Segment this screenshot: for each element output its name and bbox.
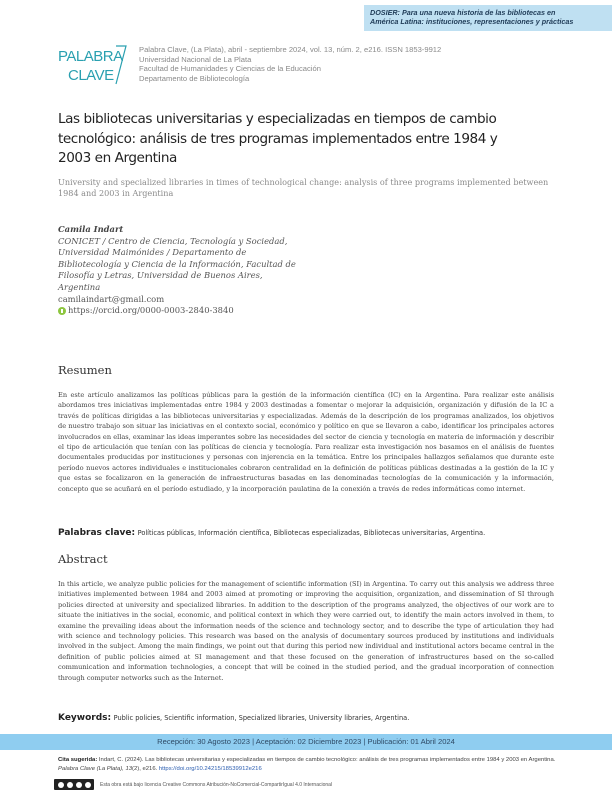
keywords-list: Public policies, Scientific information, Specialized libraries, University libraries, Argentina. — [113, 714, 410, 722]
dates-band: Recepción: 30 Agosto 2023 | Aceptación: 02 Diciembre 2023 | Publicación: 01 Abril 2024 — [0, 734, 612, 750]
title-line-3: 2003 en Argentina — [58, 150, 177, 166]
author-affiliation-3: Bibliotecología y Ciencia de la Información, Facultad de — [58, 258, 296, 269]
citation-label: Cita sugerida: — [58, 757, 98, 763]
journal-faculty: Facultad de Humanidades y Ciencias de la Educación — [139, 64, 321, 74]
journal-university: Universidad Nacional de La Plata — [139, 54, 252, 64]
author-block — [58, 224, 298, 317]
dossier-line-2: América Latina: instituciones, representaciones y prácticas — [370, 17, 574, 26]
dossier-line-1: DOSIER: Para una nueva historia de las bibliotecas en — [370, 8, 556, 17]
citation-text: Indart, C. (2024). Las bibliotecas universitarias y especializadas en tiempos de cambio tecnológico: análisis de tres programas implementados entre 1984 y 2003 en Argentina. — [98, 757, 556, 763]
keywords-label: Keywords: — [58, 713, 112, 723]
resumen-heading: Resumen — [58, 363, 112, 377]
suggested-citation — [58, 756, 558, 773]
palabras-clave-list: Políticas públicas, Información científica, Bibliotecas especializadas, Bibliotecas universitarias, Argentina. — [137, 529, 486, 537]
article-title — [58, 110, 548, 169]
author-affiliation-1: CONICET / Centro de Ciencia, Tecnología y Sociedad, — [58, 235, 288, 246]
abstract-heading: Abstract — [58, 552, 108, 566]
title-line-1: Las bibliotecas universitarias y especializadas en tiempos de cambio — [58, 111, 497, 127]
logo-line-1: PALABRA — [58, 48, 123, 65]
palabras-clave — [58, 527, 558, 539]
citation-doi-link[interactable]: https://doi.org/10.24215/18539912e216 — [158, 765, 262, 772]
author-name: Camila Indart — [58, 224, 124, 234]
journal-department: Departamento de Bibliotecología — [139, 73, 250, 83]
license-text: Esta obra está bajo licencia Creative Commons Atribución-NoComercial-CompartirIgual 4.0 Internacional — [100, 781, 333, 788]
dossier-banner — [364, 5, 612, 31]
citation-journal: Palabra Clave (La Plata), 13 — [58, 765, 133, 772]
palabras-clave-label: Palabras clave: — [58, 528, 136, 538]
journal-info — [139, 45, 441, 83]
subtitle-line-1: University and specialized libraries in times of technological change: analysis of three programs implemented between — [58, 177, 549, 187]
palabra-clave-logo — [58, 44, 128, 86]
abstract-text: In this article, we analyze public policies for the management of scientific information (SI) in Argentina. To carry out this analysis we address three initiatives implemented between 1984 and 2003 aimed at promoting or improving the acquisition, organization, and dissemination of SI through policies directed at university and specialized libraries. In addition to the description of the programs analyzed, the objectives of our work are to situate the initiatives in the social, economic, and political context in which they were carried out, to identify the main actors involved in them, to examine the prevailing ideas about the information needs of the science and technology sector, and to describe the type of articulation they had with science and technology policies. This research was based on the analysis of documentary sources produced by institutions and individuals involved in the subject. Among the main findings, we point out that during this period new individual and institutional actors became central in the definition of public policies aimed at SI management and that these focused on the generation of infrastructures based on the so-called communication and information technologies, a concept that will be coined in the studied period, and the gradual incorporation of connection through computer networks such as the Internet. — [58, 580, 554, 682]
license-row — [54, 779, 332, 790]
orcid-icon — [58, 307, 66, 315]
resumen-text: En este artículo analizamos las políticas públicas para la gestión de la información científica (IC) en la Argentina. Para realizar este análisis abordamos tres iniciativas implementadas entre 1984 y 2003 destinadas a fomentar o mejorar la adquisición, organización y difusión de la IC a través de políticas dirigidas a las bibliotecas universitarias y especializadas. Además de la descripción de los programas analizados, los objetivos de nuestro trabajo son situar las iniciativas en el contexto social, económico y político en que se llevaron a cabo, identificar los principales actores involucrados en ellas, examinar las ideas imperantes sobre las necesidades del sector de ciencia y tecnología en materia de información y describir el tipo de articulación que tenían con las políticas de ciencia y tecnología. Para realizar esta investigación nos basamos en el análisis de fuentes documentales producidas por instituciones y personas con injerencia en la temática. Entre los principales hallazgos señalamos que durante este período nuevos actores individuales e institucionales cobraron centralidad en la definición de políticas públicas destinadas a la gestión de la IC y que estas se focalizaron en la generación de infraestructuras basadas en las denominadas tecnologías de la comunicación y la información, concepto que se acuñará en el período estudiado, y la incorporación paulatina de la conexión a través de redes informáticas como internet. — [58, 391, 554, 493]
citation-issue: (2), e216. — [132, 765, 158, 772]
author-email[interactable]: camilaindart@gmail.com — [58, 293, 165, 304]
author-affiliation-2: Universidad Maimónides / Departamento de — [58, 247, 247, 258]
author-affiliation-4: Filosofía y Letras, Universidad de Buenos Aires, — [58, 270, 263, 281]
keywords — [58, 712, 558, 724]
author-affiliation-5: Argentina — [58, 281, 101, 292]
english-title — [58, 177, 558, 199]
logo-line-2: CLAVE — [68, 67, 114, 84]
cc-by-nc-sa-icon[interactable] — [54, 779, 94, 790]
journal-citation: Palabra Clave, (La Plata), abril - septiembre 2024, vol. 13, núm. 2, e216. ISSN 1853-9912 — [139, 45, 442, 54]
subtitle-line-2: 1984 and 2003 in Argentina — [58, 188, 174, 198]
author-orcid-link[interactable]: https://orcid.org/0000-0003-2840-3840 — [68, 305, 234, 316]
title-line-2: tecnológico: análisis de tres programas implementados entre 1984 y — [58, 130, 498, 147]
